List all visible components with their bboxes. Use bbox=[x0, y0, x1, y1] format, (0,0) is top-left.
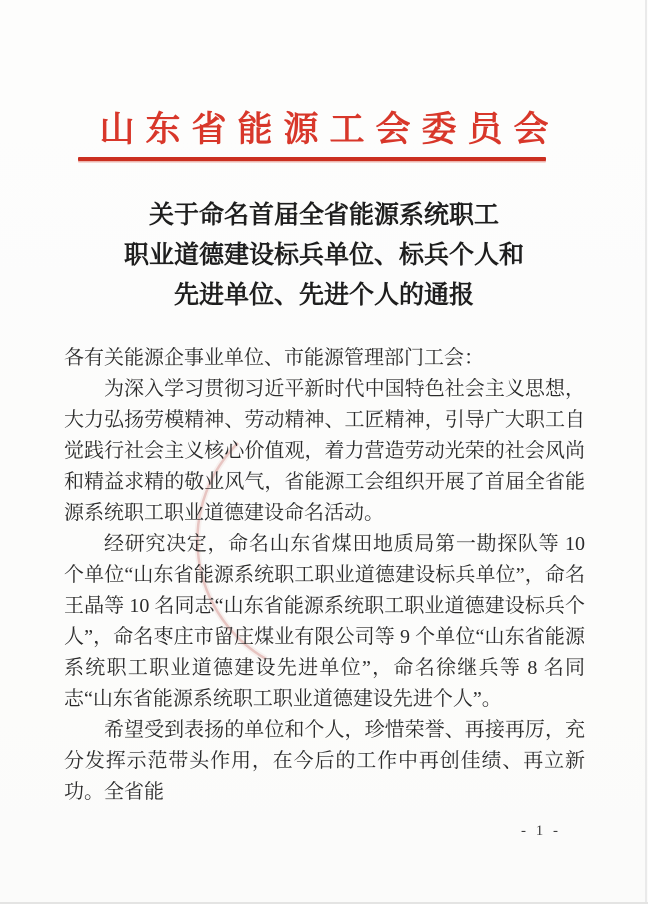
title-line-1: 关于命名首届全省能源系统职工 bbox=[148, 202, 499, 229]
salutation-line: 各有关能源企事业单位、市能源管理部门工会： bbox=[64, 347, 484, 369]
letterhead-title: 山东省能源工会委员会 bbox=[99, 110, 560, 149]
document-body bbox=[64, 343, 585, 808]
scan-edge-right bbox=[645, 0, 647, 904]
title-line-2: 职业道德建设标兵单位、标兵个人和 bbox=[123, 242, 524, 269]
letterhead-divider-rule bbox=[78, 157, 546, 161]
body-paragraph-3: 希望受到表扬的单位和个人，珍惜荣誉、再接再厉，充分发挥示范带头作用，在今后的工作中再创佳绩、再立新功。全省能 bbox=[64, 719, 585, 803]
title-line-3: 先进单位、先进个人的通报 bbox=[173, 282, 474, 309]
body-paragraph-1: 为深入学习贯彻习近平新时代中国特色社会主义思想，大力弘扬劳模精神、劳动精神、工匠精神，引导广大职工自觉践行社会主义核心价值观，着力营造劳动光荣的社会风尚和精益求精的敬业风气，省能源工会组织开展了首届全省能源系统职工职业道德建设命名活动。 bbox=[64, 378, 585, 524]
body-paragraph-2: 经研究决定，命名山东省煤田地质局第一勘探队等 10 个单位“山东省能源系统职工职业道德建设标兵单位”，命名王晶等 10 名同志“山东省能源系统职工职业道德建设标兵个人”，命名枣庄市留庄煤业有限公司等 9 个单位“山东省能源系统职工职业道德建设先进单位”，命名徐继兵等 8 名同志“山东省能源系统职工职业道德建设先进个人”。 bbox=[64, 533, 585, 710]
document-title bbox=[0, 196, 648, 316]
page-number: - 1 - bbox=[521, 823, 561, 839]
